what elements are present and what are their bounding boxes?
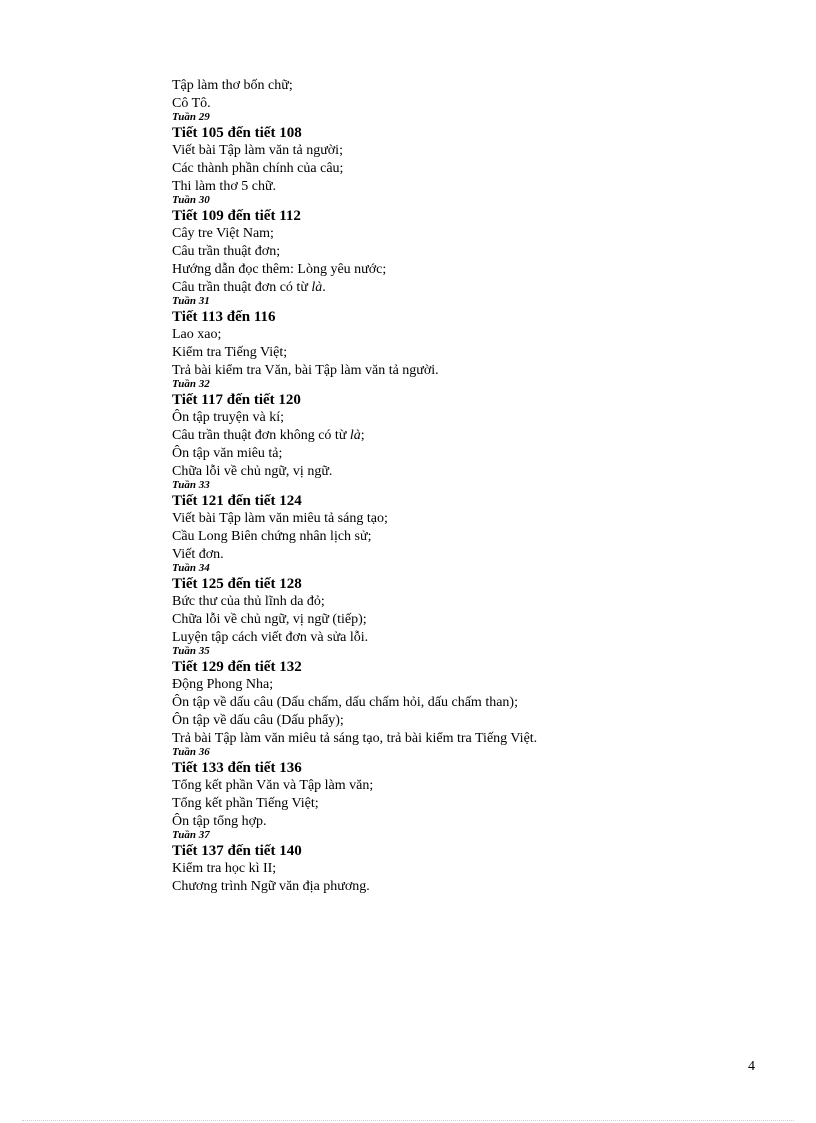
week-heading: Tuần 34 xyxy=(172,562,210,574)
week-heading: Tuần 30 xyxy=(172,194,210,206)
lesson-item: Trả bài kiểm tra Văn, bài Tập làm văn tả người. xyxy=(172,363,439,378)
page-number: 4 xyxy=(748,1059,755,1074)
lesson-item: Câu trần thuật đơn có từ là. xyxy=(172,280,326,295)
lesson-item: Kiểm tra Tiếng Việt; xyxy=(172,345,288,360)
lesson-item: Ôn tập văn miêu tả; xyxy=(172,446,283,461)
lesson-item: Câu trần thuật đơn không có từ là; xyxy=(172,428,365,443)
week-heading: Tuần 35 xyxy=(172,645,210,657)
period-heading: Tiết 117 đến tiết 120 xyxy=(172,392,301,408)
lesson-item: Các thành phần chính của câu; xyxy=(172,161,344,176)
period-heading: Tiết 133 đến tiết 136 xyxy=(172,760,302,776)
week-block xyxy=(172,112,772,196)
week-block xyxy=(172,830,772,896)
lesson-item: Chương trình Ngữ văn địa phương. xyxy=(172,879,370,894)
lesson-item: Trả bài Tập làm văn miêu tả sáng tạo, trả bài kiểm tra Tiếng Việt. xyxy=(172,731,538,746)
period-heading: Tiết 129 đến tiết 132 xyxy=(172,659,302,675)
intro-line: Cô Tô. xyxy=(172,96,211,111)
period-heading: Tiết 109 đến tiết 112 xyxy=(172,208,301,224)
week-block xyxy=(172,296,772,380)
emphasized-word: là xyxy=(349,428,361,443)
lesson-item: Viết bài Tập làm văn tả người; xyxy=(172,143,343,158)
lesson-item: Cầu Long Biên chứng nhân lịch sử; xyxy=(172,529,372,544)
lesson-item: Luyện tập cách viết đơn và sửa lỗi. xyxy=(172,630,369,645)
page-bottom-divider xyxy=(22,1120,794,1121)
lesson-item: Chữa lỗi về chủ ngữ, vị ngữ. xyxy=(172,464,333,479)
intro-line: Tập làm thơ bốn chữ; xyxy=(172,78,293,93)
week-block xyxy=(172,747,772,831)
week-block xyxy=(172,646,772,748)
week-block xyxy=(172,379,772,481)
week-heading: Tuần 32 xyxy=(172,378,210,390)
lesson-item: Cây tre Việt Nam; xyxy=(172,226,274,241)
period-heading: Tiết 125 đến tiết 128 xyxy=(172,576,302,592)
lesson-item: Kiểm tra học kì II; xyxy=(172,861,277,876)
period-heading: Tiết 121 đến tiết 124 xyxy=(172,493,302,509)
syllabus-content xyxy=(172,77,772,896)
lesson-item: Tổng kết phần Văn và Tập làm văn; xyxy=(172,778,374,793)
lesson-item: Ôn tập truyện và kí; xyxy=(172,410,284,425)
lesson-item: Bức thư của thủ lĩnh da đỏ; xyxy=(172,594,325,609)
week-block xyxy=(172,480,772,564)
week-heading: Tuần 29 xyxy=(172,111,210,123)
lesson-item: Động Phong Nha; xyxy=(172,677,274,692)
week-heading: Tuần 37 xyxy=(172,829,210,841)
emphasized-word: là xyxy=(311,280,323,295)
period-heading: Tiết 113 đến 116 xyxy=(172,309,276,325)
lesson-item: Ôn tập về dấu câu (Dấu chấm, dấu chấm hỏi, dấu chấm than); xyxy=(172,695,518,710)
week-heading: Tuần 36 xyxy=(172,746,210,758)
week-block xyxy=(172,195,772,297)
week-block xyxy=(172,563,772,647)
lesson-item: Hướng dẫn đọc thêm: Lòng yêu nước; xyxy=(172,262,387,277)
lesson-item: Ôn tập về dấu câu (Dấu phẩy); xyxy=(172,713,344,728)
lesson-item: Chữa lỗi về chủ ngữ, vị ngữ (tiếp); xyxy=(172,612,367,627)
lesson-item: Ôn tập tổng hợp. xyxy=(172,814,267,829)
lesson-item: Viết đơn. xyxy=(172,547,224,562)
lesson-item: Viết bài Tập làm văn miêu tả sáng tạo; xyxy=(172,511,388,526)
lesson-item: Tổng kết phần Tiếng Việt; xyxy=(172,796,319,811)
period-heading: Tiết 137 đến tiết 140 xyxy=(172,843,302,859)
lesson-item: Thi làm thơ 5 chữ. xyxy=(172,179,277,194)
week-heading: Tuần 31 xyxy=(172,295,210,307)
lesson-item: Câu trần thuật đơn; xyxy=(172,244,281,259)
week-heading: Tuần 33 xyxy=(172,479,210,491)
lesson-item: Lao xao; xyxy=(172,327,222,342)
period-heading: Tiết 105 đến tiết 108 xyxy=(172,125,302,141)
